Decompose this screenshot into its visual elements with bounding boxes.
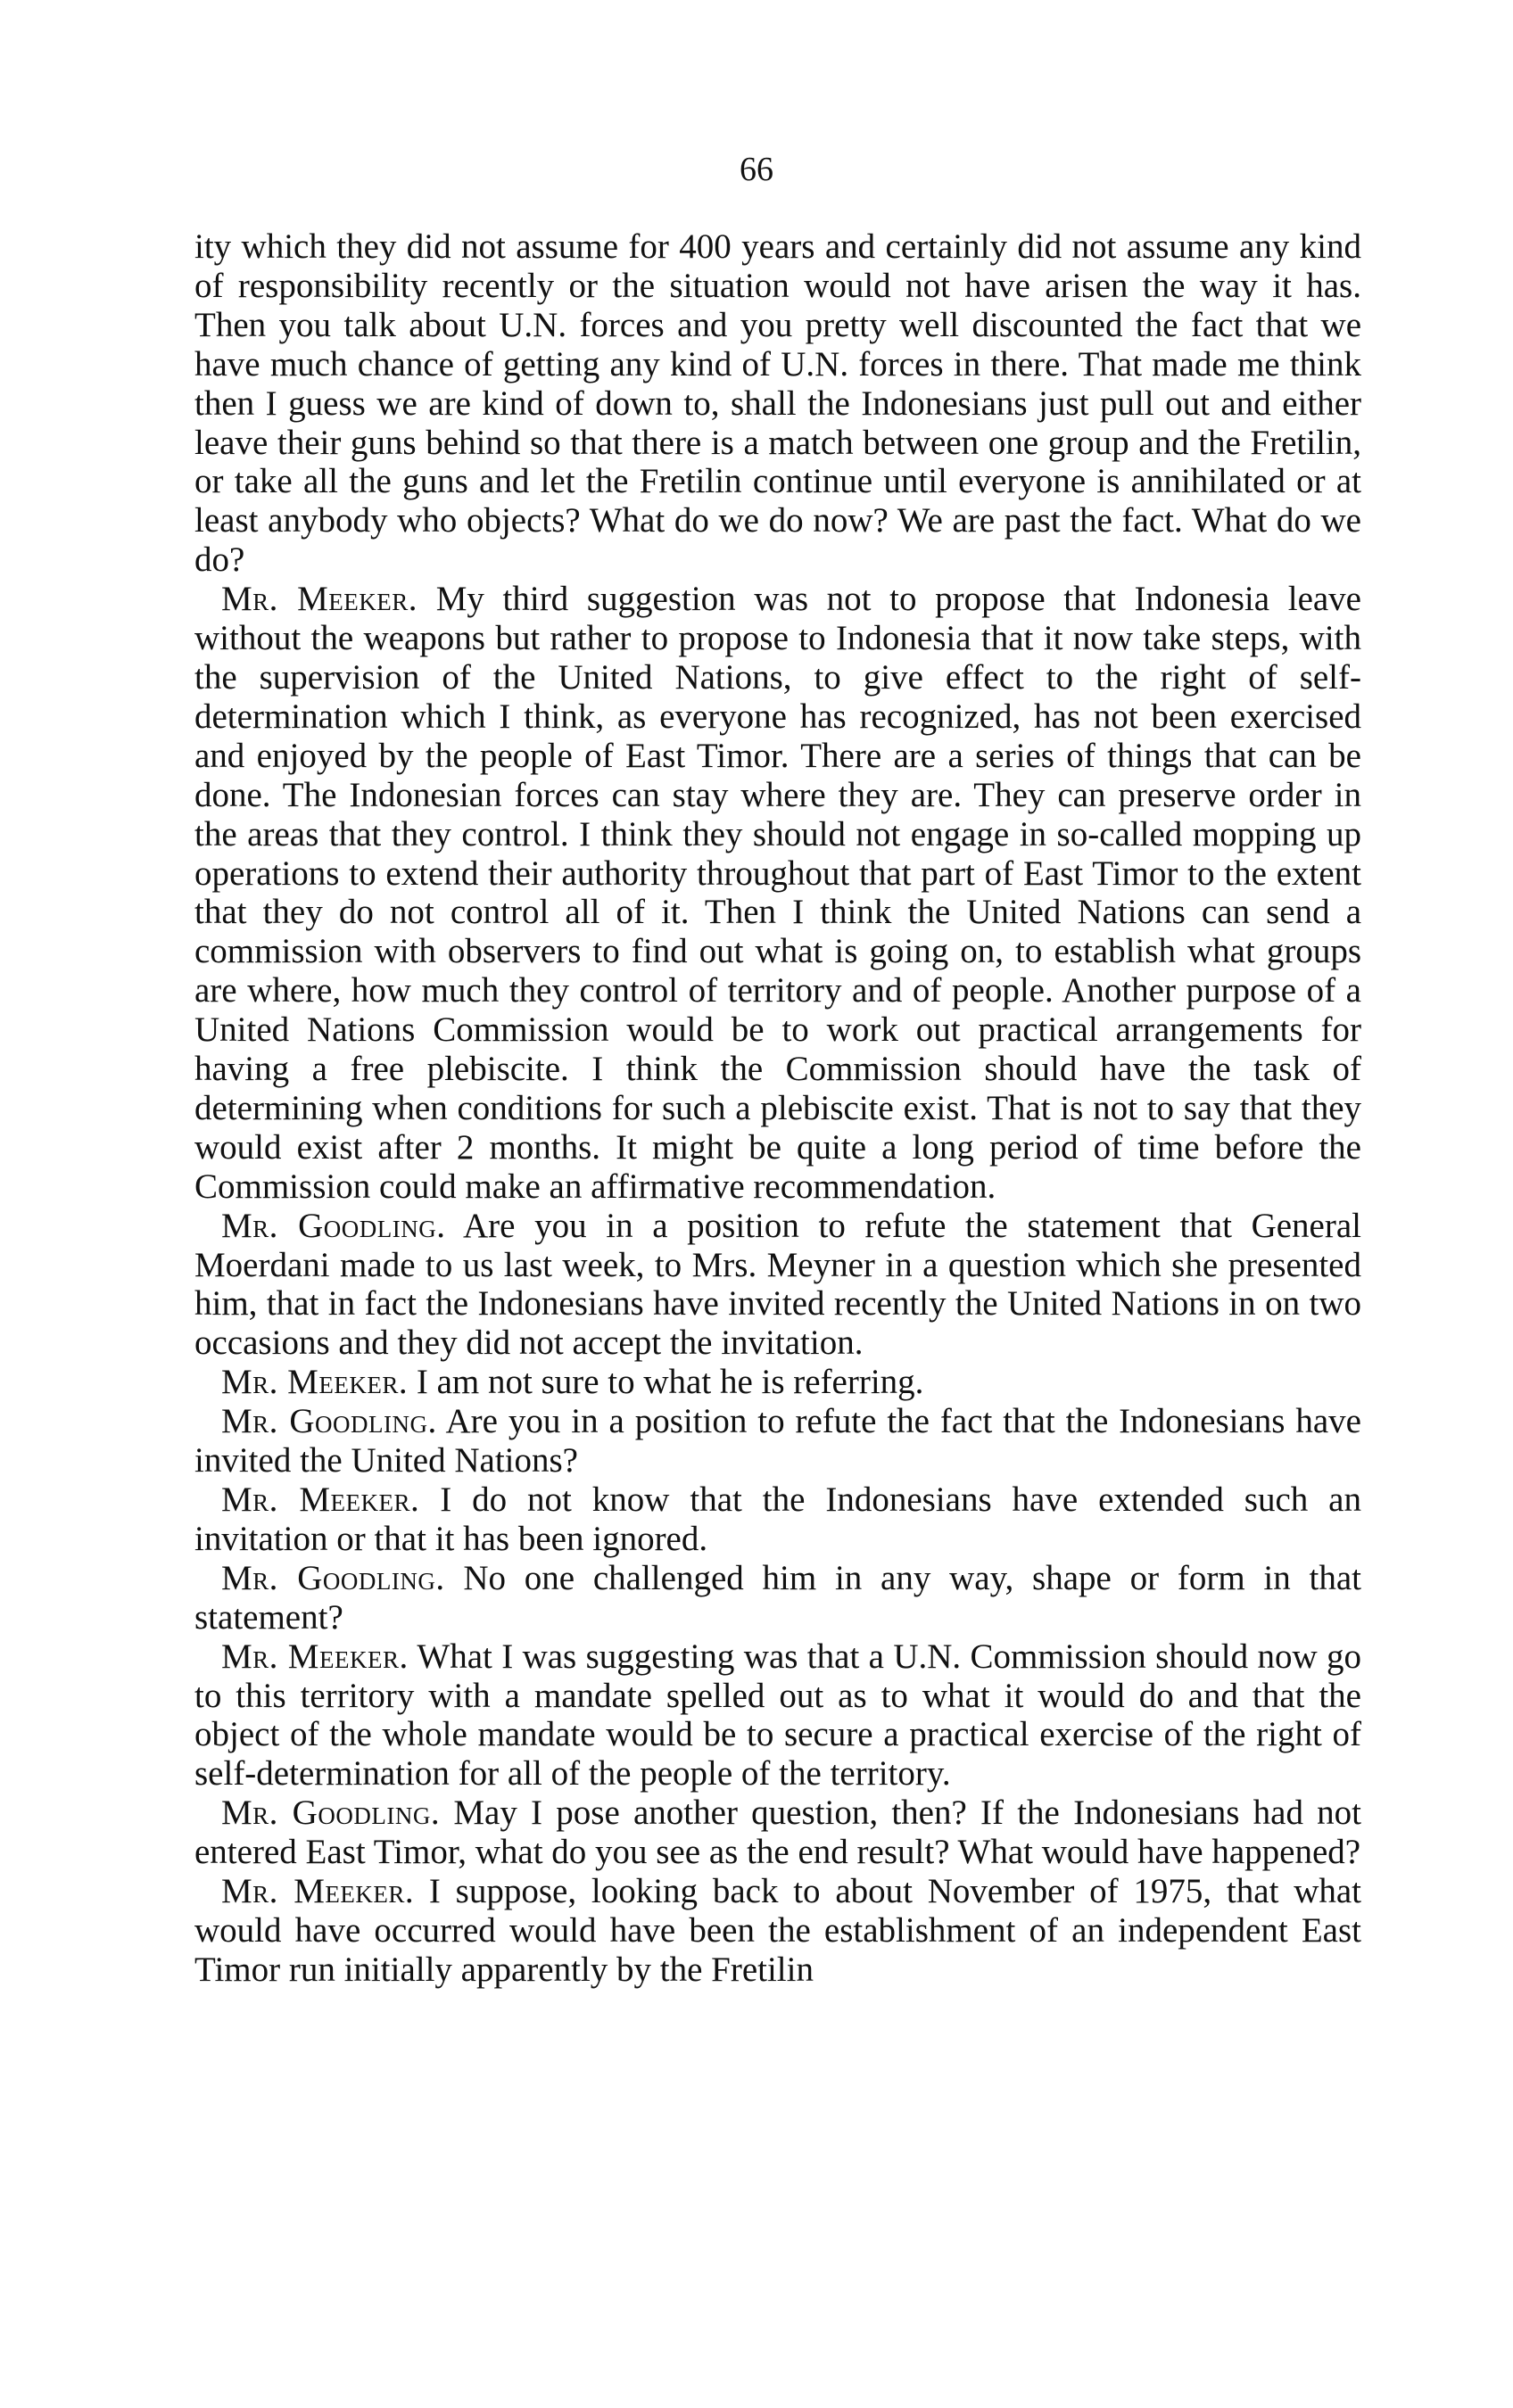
speaker-name: Mr. Goodling. <box>221 1206 446 1245</box>
paragraph-3 <box>194 1207 1361 1364</box>
paragraph-7 <box>194 1559 1361 1637</box>
speaker-name: Mr. Meeker. <box>221 1637 409 1676</box>
speaker-name: Mr. Meeker. <box>221 580 418 619</box>
paragraph-text: I am not sure to what he is referring. <box>416 1363 924 1402</box>
paragraph-5 <box>194 1402 1361 1480</box>
paragraph-2 <box>194 580 1361 1207</box>
speaker-name: Mr. Meeker. <box>221 1480 420 1519</box>
speaker-name: Mr. Goodling. <box>221 1794 441 1833</box>
paragraph-text: Are you in a position to refute the fact that the Indonesians have invited the United Nations? <box>194 1402 1361 1480</box>
paragraph-8 <box>194 1637 1361 1794</box>
paragraph-6 <box>194 1480 1361 1559</box>
paragraph-text: Are you in a position to refute the statement that General Moerdani made to us last week, to Mrs. Meyner in a question which she presented him, that in fact the Indonesians have invited recently the United Nations in on two occasions and they did not accept the invitation. <box>194 1206 1361 1363</box>
paragraph-10 <box>194 1872 1361 1990</box>
body-text <box>194 227 1361 1990</box>
paragraph-text: May I pose another question, then? If the Indonesians had not entered East Timor, what do you see as the end result? What would have happened? <box>194 1794 1362 1872</box>
paragraph-text: ity which they did not assume for 400 years and certainly did not assume any kind of responsibility recently or the situation would not have arisen the way it has. Then you talk about U.N. forces and you pretty well discounted the fact that we have much chance of getting any kind of U.N. forces in there. That made me think then I guess we are kind of down to, shall the Indonesians just pull out and either leave their guns behind so that there is a match between one group and the Fretilin, or take all the guns and let the Fretilin continue until everyone is annihilated or at least anybody who objects? What do we do now? We are past the fact. What do we do? <box>194 227 1361 580</box>
speaker-name: Mr. Goodling. <box>221 1402 437 1441</box>
paragraph-9 <box>194 1794 1361 1872</box>
speaker-name: Mr. Meeker. <box>221 1872 415 1911</box>
page-number: 66 <box>740 151 773 188</box>
speaker-name: Mr. Meeker. <box>221 1363 409 1402</box>
paragraph-text: No one challenged him in any way, shape or form in that statement? <box>194 1558 1362 1637</box>
paragraph-text: I suppose, looking back to about November of 1975, that what would have occurred would have been the establishment of an independent East Timor run initially apparently by the Fretilin <box>194 1872 1362 1989</box>
paragraph-1 <box>194 227 1361 580</box>
paragraph-4 <box>194 1363 1361 1402</box>
paragraph-text: I do not know that the Indonesians have extended such an invitation or that it has been ignored. <box>194 1480 1361 1558</box>
paragraph-text: What I was suggesting was that a U.N. Commission should now go to this territory with a mandate spelled out as to what it would do and that the object of the whole mandate would be to secure a practical exercise of the right of self-determination for all of the people of the territory. <box>194 1637 1361 1794</box>
speaker-name: Mr. Goodling. <box>221 1558 445 1597</box>
paragraph-text: My third suggestion was not to propose that Indonesia leave without the weapons but rather to propose to Indonesia that it now take steps, with the supervision of the United Nations, to give effect to the right of self-determination which I think, as everyone has recognized, has not been exercised and enjoyed by the people of East Timor. There are a series of things that can be done. The Indonesian forces can stay where they are. They can preserve order in the areas that they control. I think they should not engage in so-called mopping up operations to extend their authority throughout that part of East Timor to the extent that they do not control all of it. Then I think the United Nations can send a commission with observers to find out what is going on, to establish what groups are where, how much they control of territory and of people. Another purpose of a United Nations Commission would be to work out practical arrangements for having a free plebiscite. I think the Commission should have the task of determining when conditions for such a plebiscite exist. That is not to say that they would exist after 2 months. It might be quite a long period of time before the Commission could make an affirmative recommendation. <box>194 580 1361 1206</box>
